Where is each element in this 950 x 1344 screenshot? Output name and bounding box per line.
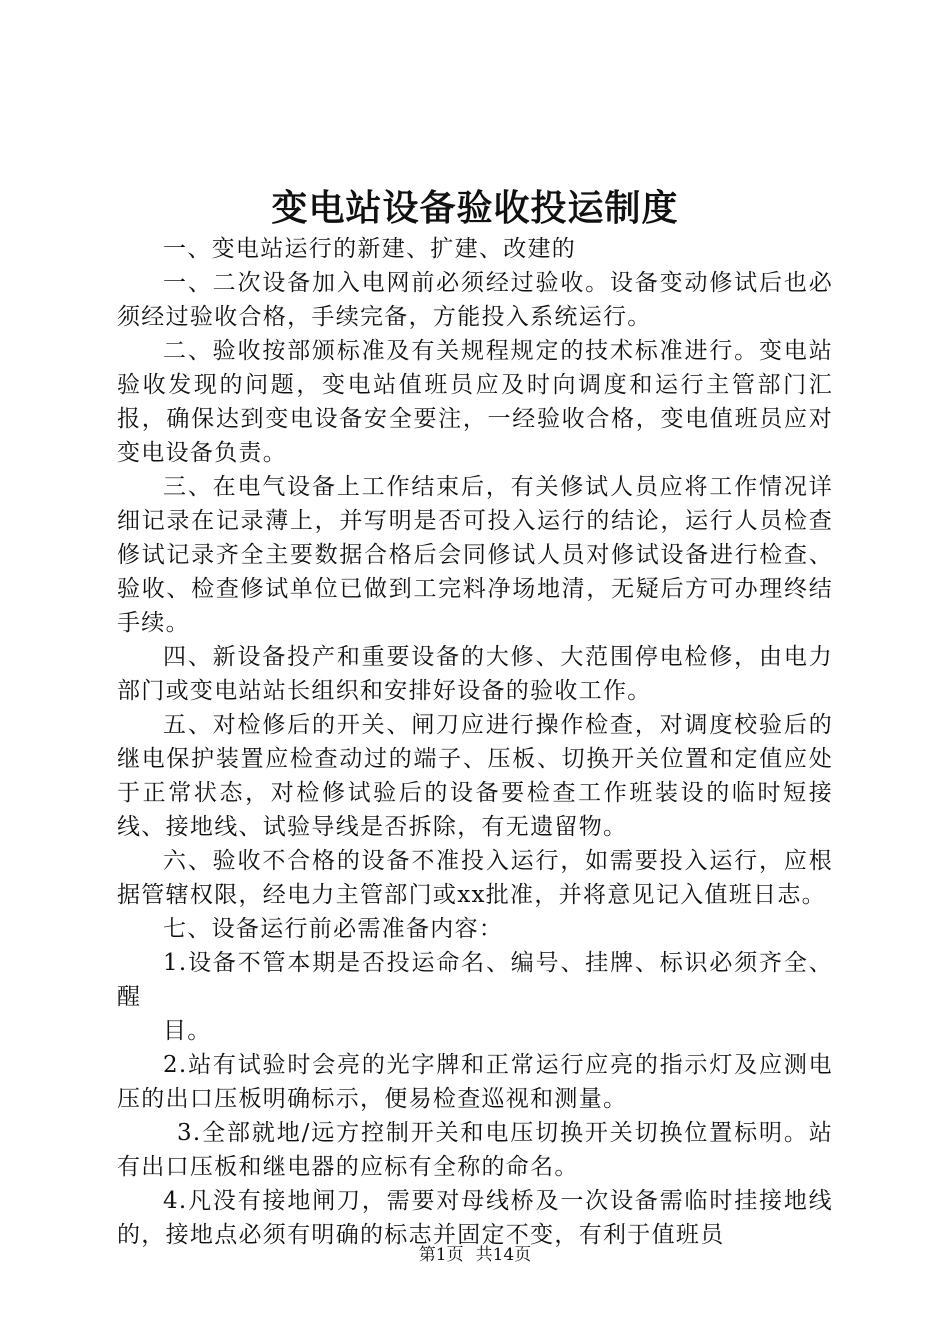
document-title: 变电站设备验收投运制度 [271, 187, 679, 229]
list-item-4: 4.凡没有接地闸刀，需要对母线桥及一次设备需临时挂接地线的，接地点必须有明确的标志并固定不变，有利于值班员 [117, 1188, 833, 1248]
document-body [117, 232, 833, 1252]
page-total: 共14页 [475, 1245, 532, 1265]
paragraph-3: 三、在电气设备上工作结束后，有关修试人员应将工作情况详细记录在记录薄上，并写明是否可投入运行的结论，运行人员检查修试记录齐全主要数据合格后会同修试人员对修试设备进行检查、验收、检查修试单位已做到工完料净场地清，无疑后方可办理终结手续。 [117, 474, 833, 636]
list-item-2: 2.站有试验时会亮的光字牌和正常运行应亮的指示灯及应测电压的出口压板明确标示，便易检查巡视和测量。 [117, 1052, 833, 1112]
paragraph-7: 七、设备运行前必需准备内容： [163, 916, 504, 942]
paragraph-6: 六、验收不合格的设备不准投入运行，如需要投入运行，应根据管辖权限，经电力主管部门或xx批准，并将意见记入值班日志。 [117, 848, 833, 908]
paragraph-intro: 一、变电站运行的新建、扩建、改建的 [163, 236, 577, 262]
list-item-1-continued: 目。 [163, 1018, 212, 1044]
list-item-1: 1.设备不管本期是否投运命名、编号、挂牌、标识必须齐全、醒 [117, 950, 833, 1010]
list-item-3: 3.全部就地/远方控制开关和电压切换开关切换位置标明。站有出口压板和继电器的应标有全称的命名。 [117, 1120, 833, 1180]
paragraph-5: 五、对检修后的开关、闸刀应进行操作检查，对调度校验后的继电保护装置应检查动过的端子、压板、切换开关位置和定值应处于正常状态，对检修试验后的设备要检查工作班装设的临时短接线、接地线、试验导线是否拆除，有无遗留物。 [117, 712, 833, 840]
paragraph-1: 一、二次设备加入电网前必须经过验收。设备变动修试后也必须经过验收合格，手续完备，方能投入系统运行。 [117, 270, 833, 330]
page-footer [0, 1244, 950, 1266]
page-number: 第1页 [418, 1245, 464, 1265]
paragraph-4: 四、新设备投产和重要设备的大修、大范围停电检修，由电力部门或变电站站长组织和安排好设备的验收工作。 [117, 644, 833, 704]
paragraph-2: 二、验收按部颁标准及有关规程规定的技术标准进行。变电站验收发现的问题，变电站值班员应及时向调度和运行主管部门汇报，确保达到变电设备安全要注，一经验收合格，变电值班员应对变电设备负责。 [117, 338, 833, 466]
